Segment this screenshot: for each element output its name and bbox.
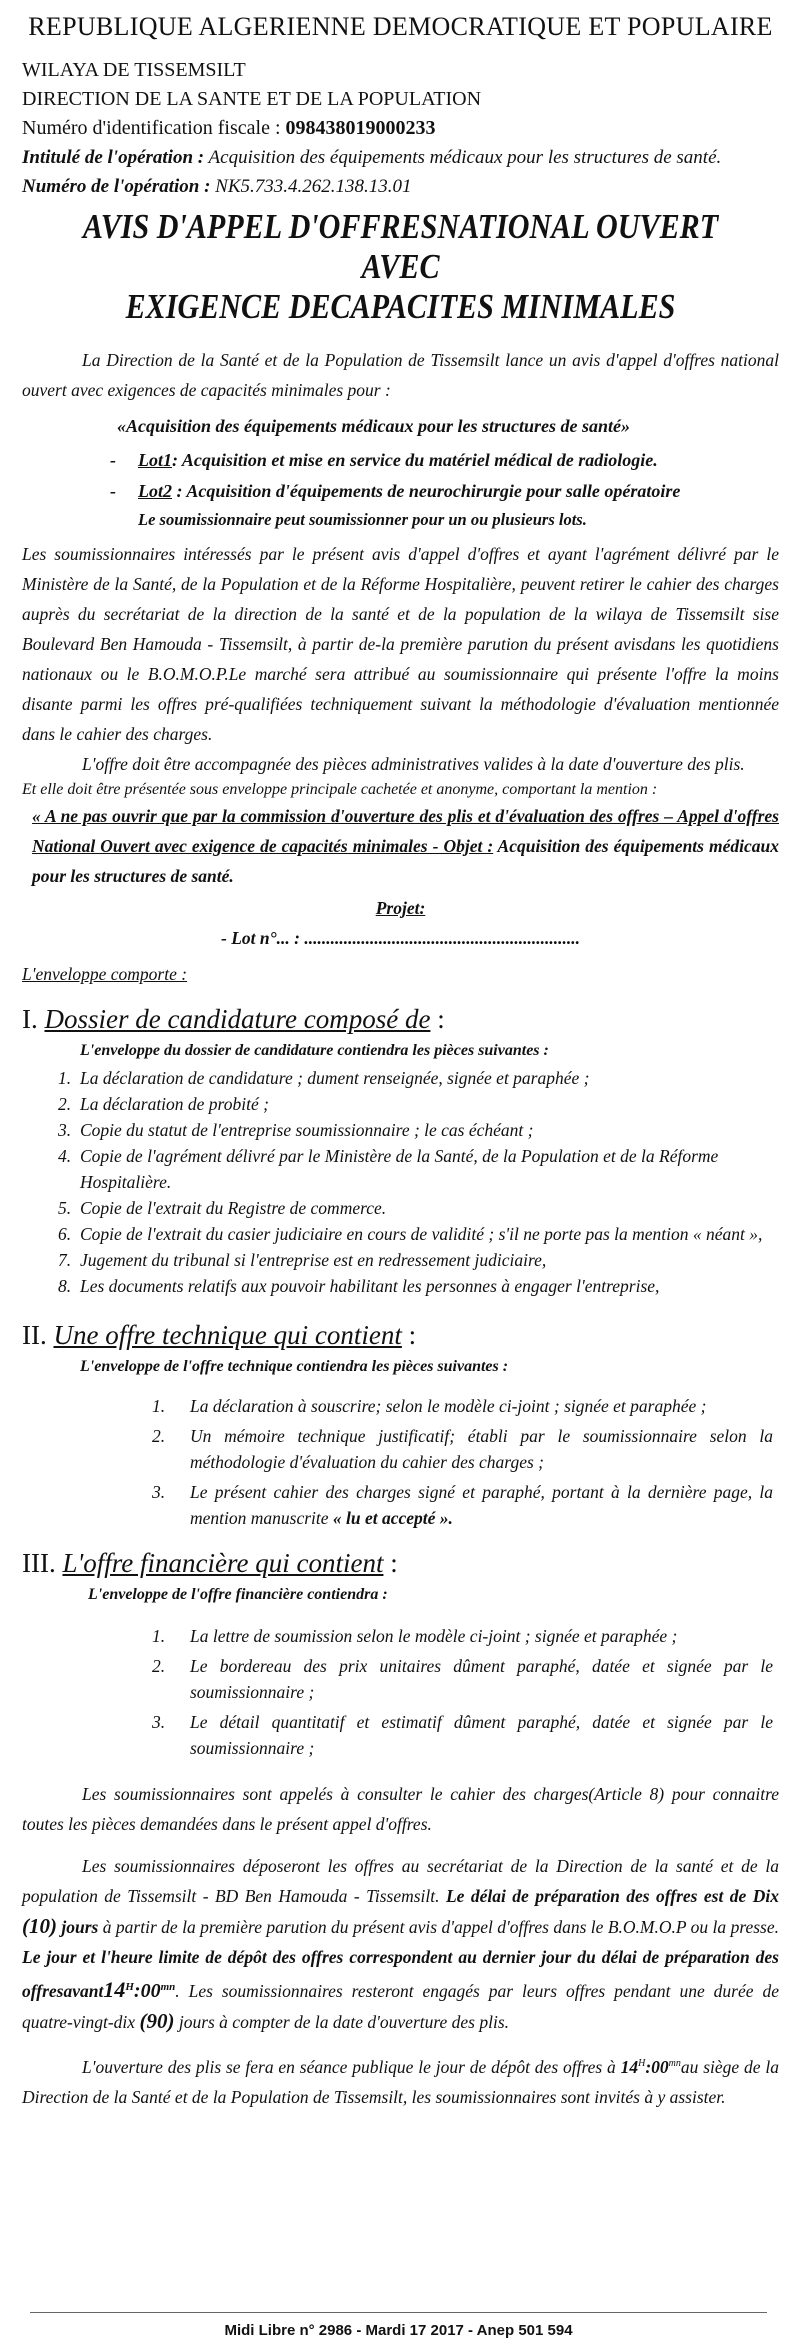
- list-item: 3. Le présent cahier des charges signé et paraphé, portant à la dernière page, la mention manuscrite « lu et accepté ».: [152, 1482, 773, 1528]
- title-line-2: EXIGENCE DECAPACITES MINIMALES: [125, 287, 676, 326]
- direction-line: DIRECTION DE LA SANTE ET DE LA POPULATION: [22, 88, 482, 110]
- lots-note: Le soumissionnaire peut soumissionner pour un ou plusieurs lots.: [138, 510, 587, 529]
- closing-paragraph-1: Les soumissionnaires sont appelés à consulter le cahier des charges(Article 8) pour connaitre toutes les pièces demandées dans le présent appel d'offres.: [22, 1784, 779, 1834]
- nif-label: Numéro d'identification fiscale :: [22, 117, 281, 139]
- lot2-line: [22, 476, 779, 507]
- lot2-text: : Acquisition d'équipements de neurochirurgie pour salle opératoire: [172, 481, 681, 501]
- notice-page: [0, 12, 797, 2345]
- footer-divider: [30, 2312, 767, 2313]
- section-3-heading: [22, 1545, 779, 1581]
- republique-heading: REPUBLIQUE ALGERIENNE DEMOCRATIQUE ET POPULAIRE: [28, 12, 773, 41]
- body-paragraph-3: Et elle doit être présentée sous enveloppe principale cachetée et anonyme, comportant la mention :: [22, 781, 658, 798]
- list-item: 2. Le bordereau des prix unitaires dûment paraphé, datée et signée par le soumissionnaire ;: [152, 1656, 773, 1702]
- intitule-line: [22, 143, 779, 172]
- list-item: 3. Copie du statut de l'entreprise soumissionnaire ; le cas échéant ;: [58, 1120, 534, 1140]
- list-item: 1. La déclaration à souscrire; selon le modèle ci-joint ; signée et paraphée ;: [152, 1396, 707, 1416]
- list-item: 3. Le détail quantitatif et estimatif dûment paraphé, datée et signée par le soumissionnaire ;: [152, 1712, 773, 1758]
- footer-credit: Midi Libre n° 2986 - Mardi 17 2017 - Anep 501 594: [224, 2322, 573, 2339]
- list-item: 5. Copie de l'extrait du Registre de commerce.: [58, 1198, 387, 1218]
- notice-title: [75, 207, 726, 327]
- section-1-heading: [22, 1001, 779, 1037]
- section-1-num: I.: [22, 1004, 38, 1034]
- body-paragraph-2: L'offre doit être accompagnée des pièces administratives valides à la date d'ouverture des plis.: [82, 754, 745, 774]
- list-item: 4. Copie de l'agrément délivré par le Ministère de la Santé, de la Population et de la Réforme Hospitalière.: [58, 1146, 719, 1192]
- mention-part-1: « A ne pas ouvrir que par la commission d'ouverture des plis et d'évaluation des offres – Appel d'offres National Ouvert avec exigence de capacités minimales - Objet :: [32, 806, 779, 856]
- section-2-num: II.: [22, 1320, 47, 1350]
- projet-label: Projet:: [375, 898, 426, 918]
- closing-paragraph-2: Les soumissionnaires déposeront les offres au secrétariat de la Direction de la santé et de la population de Tissemsilt - BD Ben Hamouda - Tissemsilt. Le délai de préparation des offres est de Dix (10) jours à partir de la première parution du présent avis d'appel d'offres dans le B.O.M.O.P ou la presse. Le jour et l'heure limite de dépôt des offres correspondent au dernier jour du délai de préparation des $offresavant14^H:00^{mn}$. Les soumissionnaires resteront engagés par leurs offres pendant une durée de quatre-vingt-dix (90) jours à compter de la date d'ouverture des plis.: [22, 1856, 780, 2033]
- body-paragraph-1: Les soumissionnaires intéressés par le présent avis d'appel d'offres et ayant l'agrément délivré par le Ministère de la Santé, de la Population et de la Réforme Hospitalière, peuvent retirer le cahier des charges auprès du secrétariat de la direction de la santé et de la population de la wilaya de Tissemsilt sise Boulevard Ben Hamouda - Tissemsilt, à partir de-la première parution du présent avisdans les quotidiens nationaux ou le B.O.M.O.P.Le marché sera attribué au soumissionnaire qui présente l'offre la moins disante parmi les offres pré-qualifiées techniquement suivant la méthodologie d'évaluation mentionnée dans le cahier des charges.: [22, 544, 779, 744]
- section-1-list: [22, 1065, 779, 1299]
- section-1-colon: :: [430, 1004, 445, 1034]
- section-1-title: Dossier de candidature composé de: [44, 1004, 431, 1034]
- mention-block: [22, 801, 779, 891]
- intitule-value: Acquisition des équipements médicaux pour les structures de santé.: [208, 147, 722, 168]
- nif-value: 098438019000233: [285, 117, 436, 139]
- wilaya-line: WILAYA DE TISSEMSILT: [22, 59, 246, 81]
- list-item: 7. Jugement du tribunal si l'entreprise est en redressement judiciaire,: [58, 1250, 547, 1270]
- enveloppe-label: L'enveloppe comporte :: [22, 964, 188, 984]
- section-2-colon: :: [401, 1320, 417, 1350]
- section-3-list: [22, 1623, 779, 1761]
- object-line: «Acquisition des équipements médicaux pour les structures de santé»: [117, 416, 631, 436]
- lot1-dash: -: [110, 450, 116, 470]
- section-3-title: L'offre financière qui contient: [62, 1548, 384, 1578]
- lot1-text: : Acquisition et mise en service du matériel médical de radiologie.: [172, 450, 658, 470]
- intro-paragraph: La Direction de la Santé et de la Population de Tissemsilt lance un avis d'appel d'offres national ouvert avec exigences de capacités minimales pour :: [22, 350, 779, 400]
- section-3-num: III.: [22, 1548, 56, 1578]
- list-item: 6. Copie de l'extrait du casier judiciaire en cours de validité ; s'il ne porte pas la mention « néant »,: [58, 1224, 763, 1244]
- numero-value: NK5.733.4.262.138.13.01: [215, 176, 412, 197]
- closing-paragraph-3: L'ouverture des plis se fera en séance publique le jour de dépôt des offres à $14^H:00^{mn}au$ siège de la Direction de la Santé et de la Population de Tissemsilt, les soumissionnaires sont invités à y assister.: [22, 2056, 779, 2107]
- section-2-list: [22, 1393, 779, 1531]
- lot-line: - Lot n°... : ...............................................................: [221, 928, 580, 948]
- numero-label: Numéro de l'opération :: [22, 176, 211, 197]
- section-1-intro: L'enveloppe du dossier de candidature contiendra les pièces suivantes :: [80, 1042, 549, 1059]
- lot1-label: Lot1: [138, 450, 172, 470]
- intitule-label: Intitulé de l'opération :: [22, 147, 205, 168]
- lot2-dash: -: [110, 481, 116, 501]
- title-line-1: AVIS D'APPEL D'OFFRESNATIONAL OUVERT AVEC: [82, 207, 719, 286]
- section-3-colon: :: [383, 1548, 398, 1578]
- mention-part-2: Acquisition des équipements médicaux pour les structures de santé.: [32, 836, 779, 886]
- list-item: 1. La lettre de soumission selon le modèle ci-joint ; signée et paraphée ;: [152, 1626, 678, 1646]
- list-item: 2. La déclaration de probité ;: [58, 1094, 269, 1114]
- nif-line: [22, 114, 779, 143]
- lot2-label: Lot2: [138, 481, 172, 501]
- section-2-title: Une offre technique qui contient: [53, 1320, 402, 1350]
- section-2-intro: L'enveloppe de l'offre technique contiendra les pièces suivantes :: [80, 1358, 509, 1375]
- list-item: 1. La déclaration de candidature ; dument renseignée, signée et paraphée ;: [58, 1068, 590, 1088]
- lots-list: [22, 445, 779, 533]
- section-2-heading: [22, 1317, 779, 1353]
- list-item: 8. Les documents relatifs aux pouvoir habilitant les personnes à engager l'entreprise,: [58, 1276, 660, 1296]
- numero-line: [22, 172, 779, 201]
- section-3-intro: L'enveloppe de l'offre financière contiendra :: [88, 1586, 388, 1603]
- list-item: 2. Un mémoire technique justificatif; établi par le soumissionnaire selon la méthodologie d'évaluation du cahier des charges ;: [152, 1426, 773, 1472]
- lot1-line: [22, 445, 779, 476]
